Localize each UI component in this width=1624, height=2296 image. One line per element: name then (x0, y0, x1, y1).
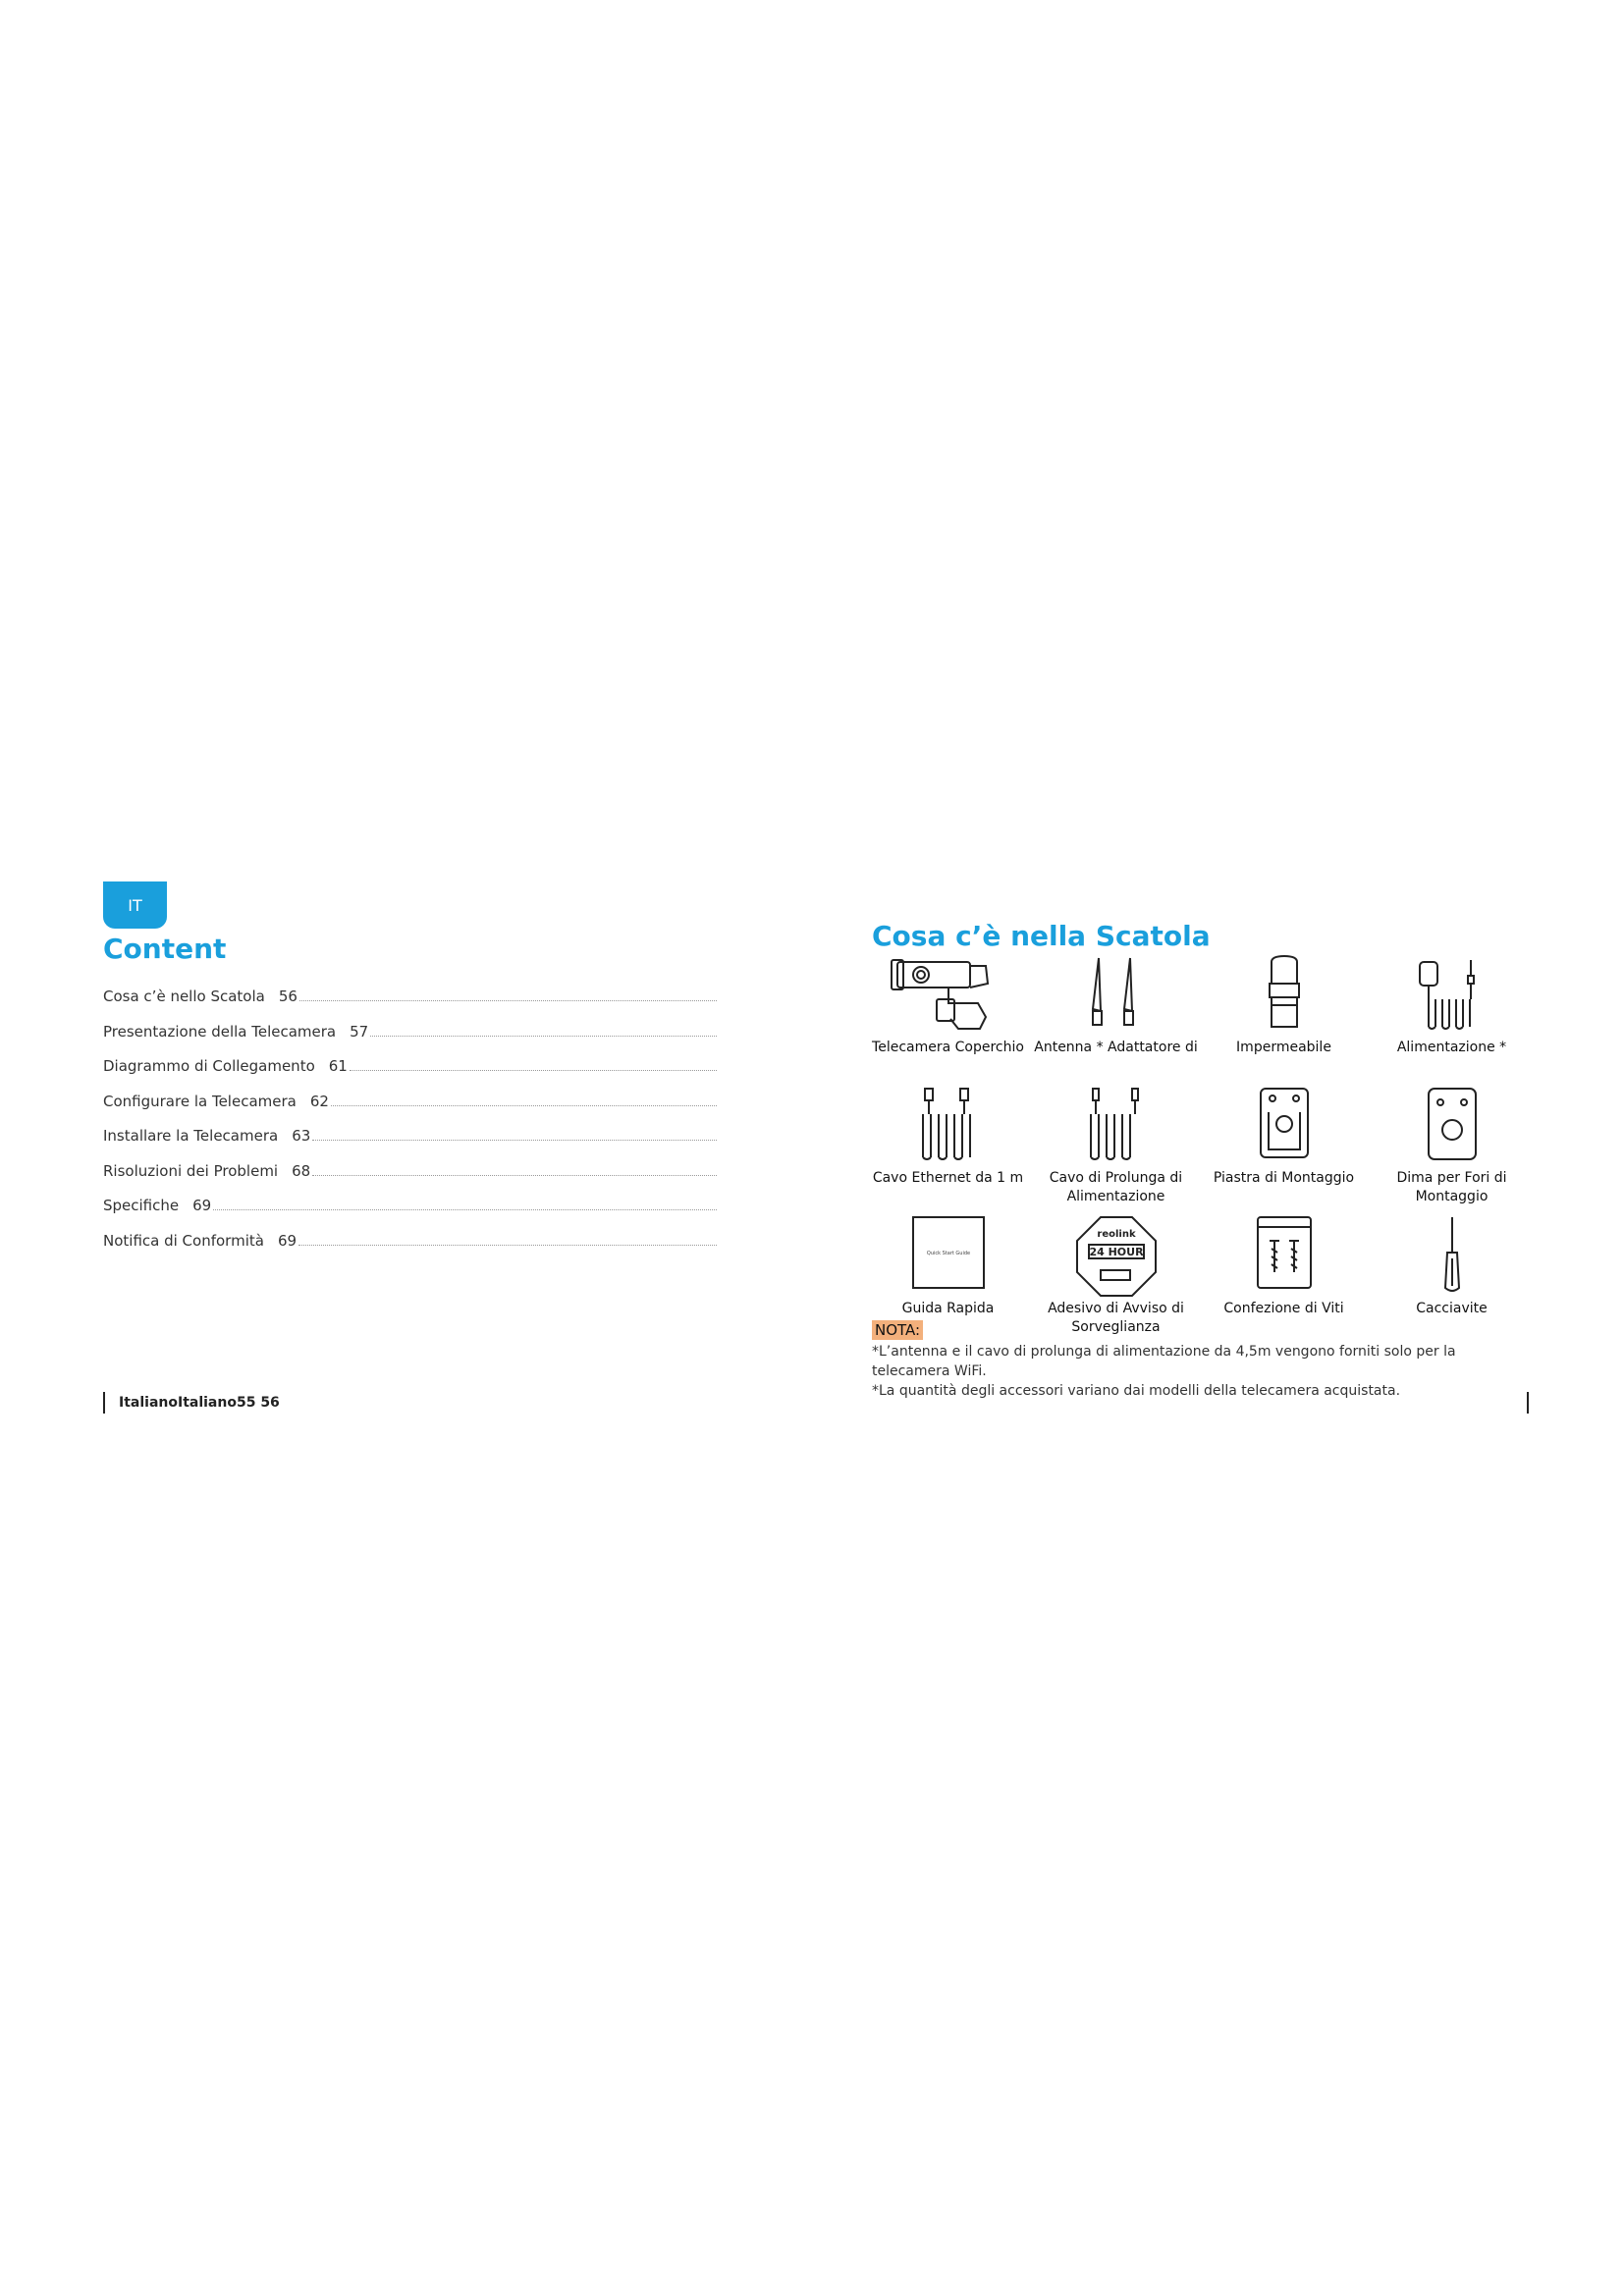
quick-guide-text: Quick Start Guide (926, 1251, 970, 1256)
box-item (1200, 1085, 1368, 1215)
ethernet-cable-icon (909, 1085, 988, 1163)
screw-pack-icon (1250, 1215, 1319, 1294)
toc-leader-dots (213, 1208, 717, 1210)
toc-leader-dots (298, 1244, 717, 1246)
box-item-label: Adesivo di Avviso di Sorveglianza (1048, 1301, 1184, 1335)
footer-bar (103, 1392, 105, 1414)
note-section (872, 1320, 1520, 1401)
box-item (1032, 1085, 1200, 1215)
footer-text: ItalianoItaliano55 56 (119, 1395, 280, 1411)
toc-item-page: 62 (309, 1092, 329, 1110)
footer-bar-right (1527, 1392, 1529, 1414)
sticker-text: 24 HOUR (1088, 1246, 1144, 1258)
box-item (864, 954, 1032, 1085)
box-item-label: Piastra di Montaggio (1213, 1170, 1355, 1186)
box-item (1368, 1085, 1536, 1215)
table-of-contents (103, 988, 717, 1266)
toc-leader-dots (370, 1035, 717, 1037)
screwdriver-icon (1437, 1215, 1467, 1294)
power-adapter-icon (1408, 954, 1496, 1033)
toc-item-page: 61 (328, 1057, 348, 1075)
toc-item-label: Configurare la Telecamera (103, 1092, 297, 1110)
camera-icon (890, 954, 1007, 1033)
box-item-label: Cavo di Prolunga di Alimentazione (1049, 1170, 1183, 1204)
note-text: *La quantità degli accessori variano dai modelli della telecamera acquistata. (872, 1383, 1401, 1399)
toc-item-label: Installare la Telecamera (103, 1127, 279, 1145)
box-item-label: Cacciavite (1416, 1301, 1488, 1316)
box-item (864, 1085, 1032, 1215)
page-footer (103, 1392, 280, 1414)
toc-item-label: Specifiche (103, 1197, 180, 1214)
toc-item-page: 69 (192, 1197, 212, 1214)
section-title: Cosa c’è nella Scatola (872, 920, 1211, 952)
toc-item-page: 56 (278, 988, 298, 1005)
toc-item-page: 69 (277, 1231, 298, 1250)
box-item-label: Cavo Ethernet da 1 m (872, 1170, 1024, 1186)
extension-cable-icon (1077, 1085, 1156, 1163)
language-tab: IT (103, 881, 167, 929)
toc-item-label: Diagrammo di Collegamento (103, 1057, 315, 1075)
box-item (1368, 954, 1536, 1085)
toc-item[interactable] (103, 1093, 717, 1128)
toc-item-label: Risoluzioni dei Problemi (103, 1161, 279, 1180)
note-label: NOTA: (872, 1320, 923, 1340)
toc-item-page: 63 (292, 1127, 311, 1145)
quick-guide-icon (909, 1215, 988, 1294)
toc-item[interactable] (103, 1162, 717, 1198)
box-item-label: Alimentazione * (1396, 1040, 1507, 1055)
toc-item[interactable] (103, 988, 717, 1023)
toc-item[interactable] (103, 1023, 717, 1058)
box-item (1200, 954, 1368, 1085)
toc-item-page: 68 (292, 1161, 311, 1180)
toc-item-page: 57 (350, 1022, 369, 1041)
sticker-brand: reolink (1096, 1229, 1136, 1240)
antenna-icon (1087, 954, 1146, 1033)
toc-leader-dots (331, 1104, 717, 1106)
toc-item-label: Presentazione della Telecamera (103, 1022, 337, 1041)
box-item-label: Guida Rapida (901, 1301, 995, 1316)
toc-item[interactable] (103, 1232, 717, 1267)
mounting-template-icon (1423, 1085, 1482, 1163)
toc-leader-dots (350, 1069, 717, 1071)
box-item-label: Antenna * Adattatore di (1034, 1040, 1198, 1055)
toc-leader-dots (312, 1174, 717, 1176)
toc-item[interactable] (103, 1127, 717, 1162)
box-contents-grid (864, 954, 1537, 1345)
toc-item-label: Cosa c’è nello Scatola (103, 988, 265, 1005)
toc-leader-dots (299, 999, 717, 1001)
box-item (1032, 954, 1200, 1085)
surveillance-sticker-icon (1075, 1215, 1158, 1298)
note-text: *L’antenna e il cavo di prolunga di alimentazione da 4,5m vengono forniti solo per la telecamera WiFi. (872, 1344, 1456, 1379)
mounting-plate-icon (1255, 1085, 1314, 1163)
toc-item-label: Notifica di Conformità (103, 1231, 264, 1250)
waterproof-adapter-icon (1260, 954, 1309, 1033)
toc-item[interactable] (103, 1057, 717, 1093)
page-title: Content (103, 933, 227, 965)
box-item-label: Telecamera Coperchio (872, 1040, 1024, 1055)
toc-item[interactable] (103, 1197, 717, 1232)
toc-leader-dots (312, 1139, 717, 1141)
box-item-label: Dima per Fori di Montaggio (1396, 1170, 1507, 1204)
box-item-label: Confezione di Viti (1223, 1301, 1344, 1316)
box-item-label: Impermeabile (1236, 1040, 1331, 1055)
